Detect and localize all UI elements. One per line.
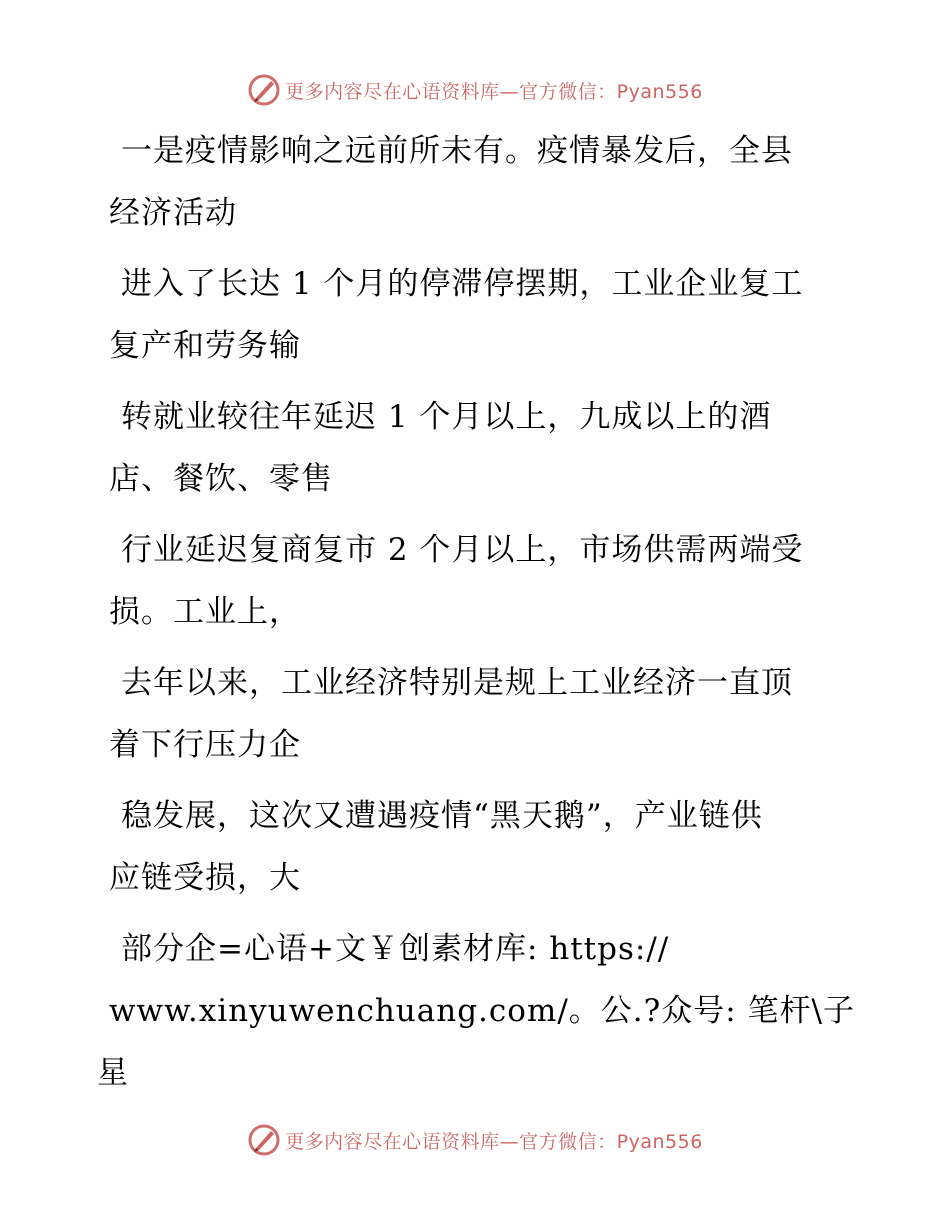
line: 应链受损，大	[109, 860, 301, 896]
line: 部分企=心语+文￥创素材库: https://	[121, 931, 670, 967]
watermark-text: 更多内容尽在心语资料库—官方微信：Pyan556	[285, 1130, 703, 1153]
footer-watermark	[0, 1120, 950, 1160]
line: 行业延迟复商复市 2 个月以上，市场供需两端受	[121, 532, 804, 568]
line: 去年以来，工业经济特别是规上工业经济一直顶	[121, 665, 793, 701]
document-body	[97, 120, 857, 1113]
line: 一是疫情影响之远前所未有。疫情暴发后，全县	[121, 133, 793, 169]
line: 损。工业上，	[109, 594, 301, 630]
paragraph	[97, 120, 857, 244]
paragraph	[97, 253, 857, 377]
line: 稳发展，这次又遭遇疫情“黑天鹅”，产业链供	[121, 798, 763, 834]
paragraph	[97, 519, 857, 643]
line: 转就业较往年延迟 1 个月以上，九成以上的酒	[121, 399, 772, 435]
line: 着下行压力企	[109, 727, 301, 763]
watermark-text: 更多内容尽在心语资料库—官方微信：Pyan556	[285, 80, 703, 103]
paragraph	[97, 386, 857, 510]
line: 进入了长达 1 个月的停滞停摆期，工业企业复工	[121, 266, 804, 302]
line: 经济活动	[109, 195, 237, 231]
pen-logo-icon	[247, 1123, 281, 1157]
paragraph	[97, 652, 857, 776]
line: 复产和劳务输	[109, 328, 301, 364]
line: 店、餐饮、零售	[109, 461, 333, 497]
pen-logo-icon	[247, 73, 281, 107]
header-watermark	[0, 70, 950, 110]
paragraph	[97, 785, 857, 909]
paragraph	[97, 918, 857, 1104]
line: www.xinyuwenchuang.com/。公.?众号: 笔杆\子星	[97, 993, 855, 1091]
